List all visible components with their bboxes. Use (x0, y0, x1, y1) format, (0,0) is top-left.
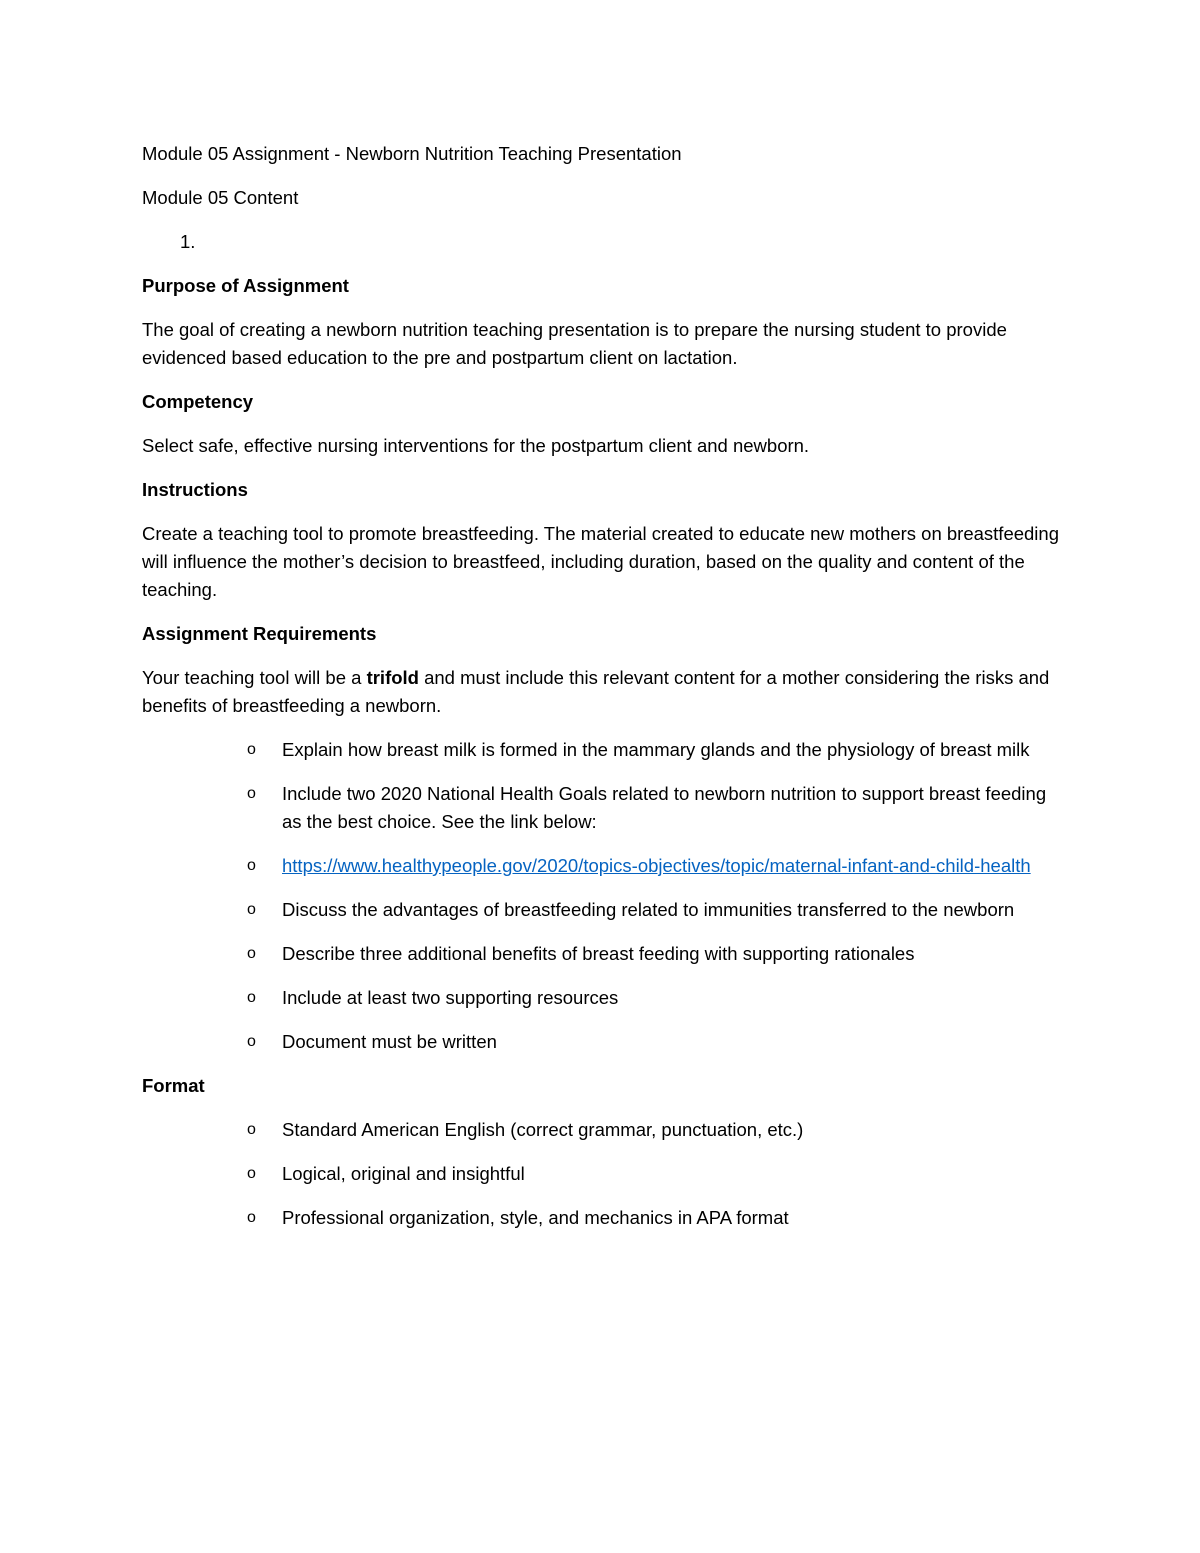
list-item-text: Document must be written (282, 1031, 497, 1052)
purpose-heading: Purpose of Assignment (142, 275, 349, 296)
requirements-list (142, 736, 1062, 1056)
requirements-intro-after: and must include this relevant content for a mother considering the risks and benefits of breastfeeding a newborn. (142, 667, 1050, 716)
list-item-text: Include at least two supporting resources (282, 987, 619, 1008)
instructions-heading: Instructions (142, 479, 248, 500)
list-item-text: Describe three additional benefits of breast feeding with supporting rationales (282, 943, 915, 964)
bullet-marker: o (247, 945, 256, 962)
competency-text: Select safe, effective nursing interventions for the postpartum client and newborn. (142, 435, 810, 456)
list-item (142, 984, 1062, 1012)
requirements-intro-bold: trifold (366, 667, 419, 688)
bullet-marker: o (247, 901, 256, 918)
bullet-marker: o (247, 1033, 256, 1050)
list-item (142, 1116, 1062, 1144)
document-page (142, 140, 1062, 1248)
requirements-intro-before: Your teaching tool will be a (142, 667, 367, 688)
bullet-marker: o (247, 785, 256, 802)
format-list (142, 1116, 1062, 1232)
list-item-text: Logical, original and insightful (282, 1163, 525, 1184)
list-item-text: Explain how breast milk is formed in the mammary glands and the physiology of breast milk (282, 739, 1030, 760)
bullet-marker: o (247, 1209, 256, 1226)
list-item-text: Include two 2020 National Health Goals related to newborn nutrition to support breast feeding as the best choice. See the link below: (282, 783, 1047, 832)
bullet-marker: o (247, 1121, 256, 1138)
list-item (142, 1204, 1062, 1232)
purpose-text: The goal of creating a newborn nutrition teaching presentation is to prepare the nursing student to provide evidenced based education to the pre and postpartum client on lactation. (142, 319, 1007, 368)
competency-heading: Competency (142, 391, 254, 412)
list-item (142, 736, 1062, 764)
requirements-intro (142, 664, 1062, 720)
format-heading: Format (142, 1075, 205, 1096)
list-item-text: Standard American English (correct grammar, punctuation, etc.) (282, 1119, 804, 1140)
list-item (142, 1028, 1062, 1056)
requirements-heading: Assignment Requirements (142, 623, 377, 644)
list-item (142, 852, 1062, 880)
list-item (142, 780, 1062, 836)
list-item (142, 896, 1062, 924)
list-item-text: Discuss the advantages of breastfeeding related to immunities transferred to the newborn (282, 899, 1015, 920)
instructions-text: Create a teaching tool to promote breastfeeding. The material created to educate new mothers on breastfeeding will influence the mother’s decision to breastfeed, including duration, based on the quality and content of the teaching. (142, 523, 1059, 600)
numbered-item: 1. (180, 231, 196, 252)
bullet-marker: o (247, 741, 256, 758)
bullet-marker: o (247, 1165, 256, 1182)
document-subtitle: Module 05 Content (142, 187, 299, 208)
healthypeople-link[interactable]: https://www.healthypeople.gov/2020/topics-objectives/topic/maternal-infant-and-child-health (282, 855, 1031, 876)
list-item-text: Professional organization, style, and mechanics in APA format (282, 1207, 789, 1228)
list-item (142, 940, 1062, 968)
bullet-marker: o (247, 857, 256, 874)
document-title: Module 05 Assignment - Newborn Nutrition Teaching Presentation (142, 143, 682, 164)
list-item (142, 1160, 1062, 1188)
bullet-marker: o (247, 989, 256, 1006)
